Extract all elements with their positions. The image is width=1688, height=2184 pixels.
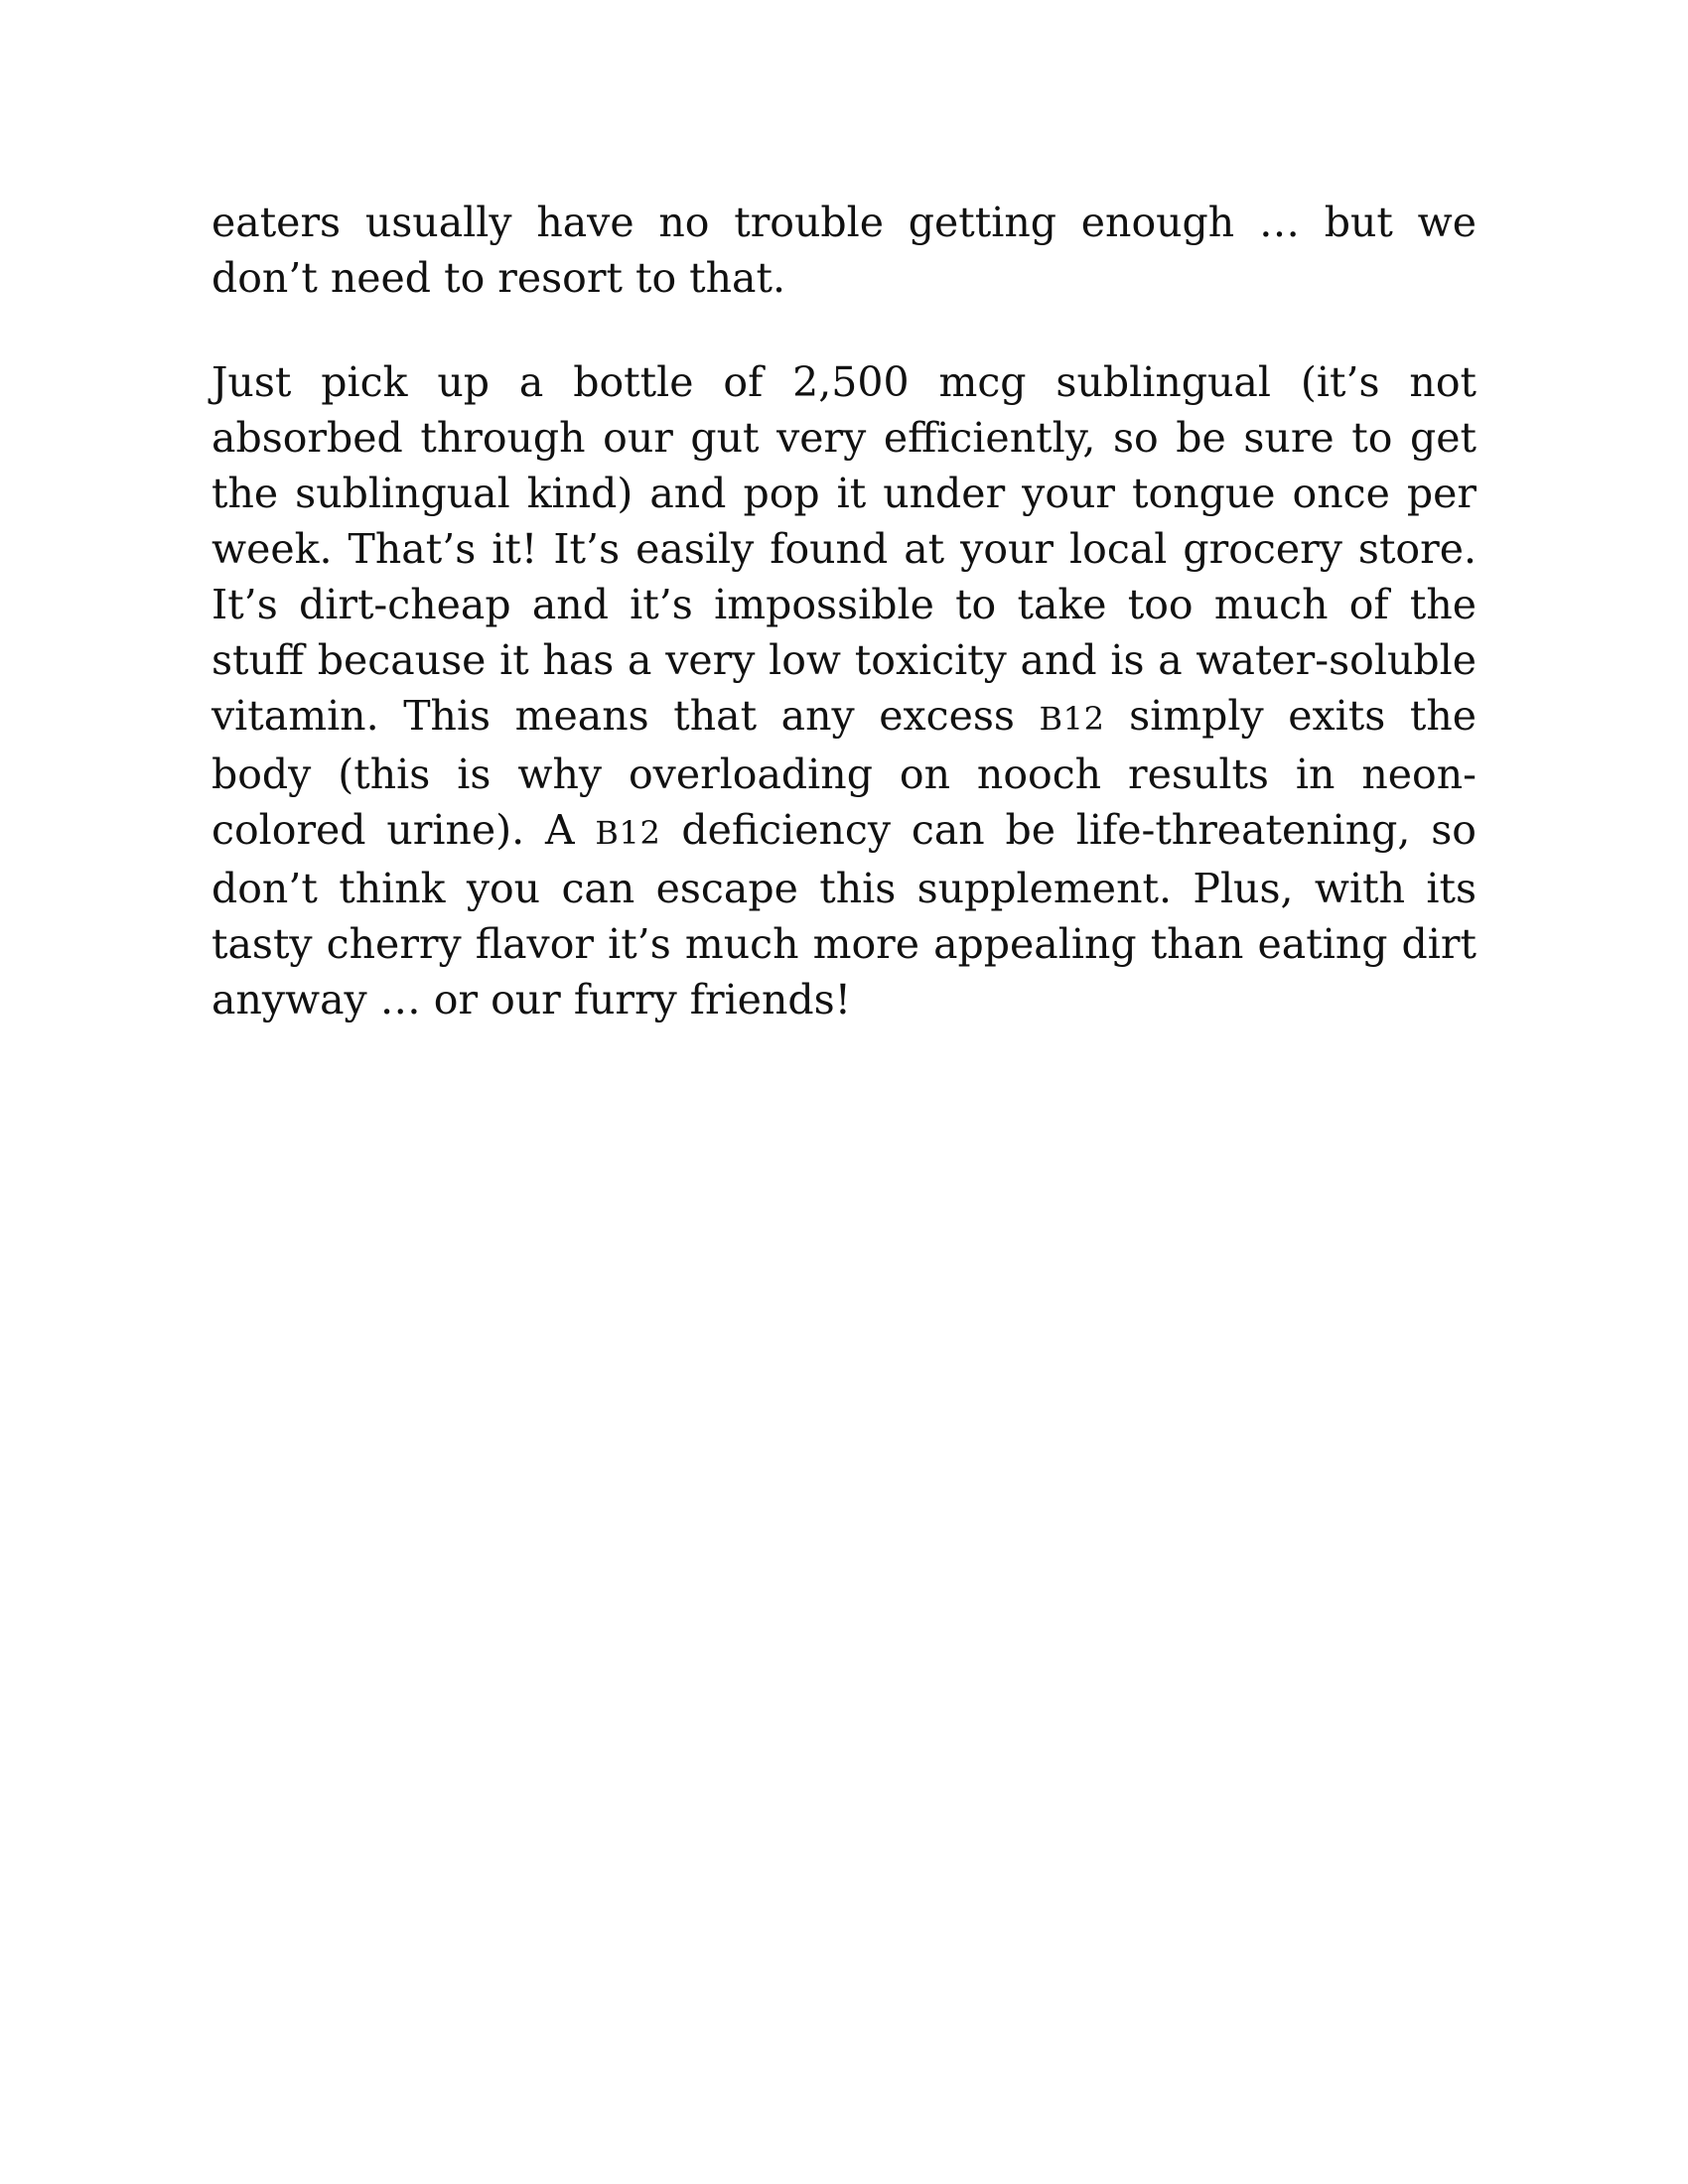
- paragraph-1: eaters usually have no trouble getting enough … but we don’t need to resort to that.: [211, 199, 1477, 302]
- paragraph-2: [211, 354, 1477, 1027]
- paragraph-2-text-c: deficiency can be life-threatening, so don’t think you can escape this supplement. Plus, with its tasty cherry flavor it’s much more appealing than eating dirt anyway … or our furry friends!: [211, 806, 1477, 1024]
- b12-term: B12: [595, 814, 661, 852]
- paragraph-2-text-a: Just pick up a bottle of 2,500 mcg sublingual (it’s not absorbed through our gut very efficiently, so be sure to get the sublingual kind) and pop it under your tongue once per week. That’s it! It’s easily found at your local grocery store. It’s dirt-cheap and it’s impossible to take too much of the stuff because it has a very low toxicity and is a water-soluble vitamin. This means that any excess: [211, 358, 1477, 740]
- b12-term: B12: [1039, 700, 1105, 738]
- document-page: [211, 195, 1477, 1027]
- paragraph-2-text-b: simply exits the body (this is why overloading on nooch results in neon-colored urine). A: [211, 692, 1477, 854]
